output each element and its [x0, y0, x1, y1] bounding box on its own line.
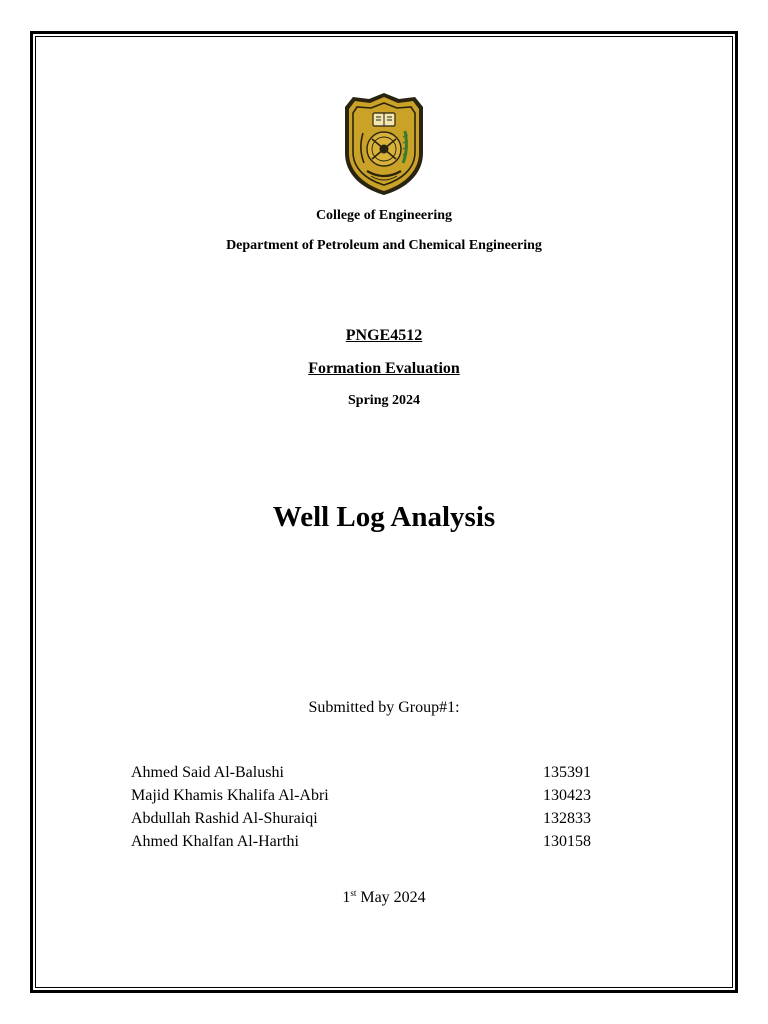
member-id: 130423: [543, 787, 591, 804]
date-ordinal-suffix: st: [350, 888, 357, 898]
submitted-by-label: Submitted by Group#1:: [308, 699, 460, 716]
member-id: 132833: [543, 810, 591, 827]
member-id: 135391: [543, 764, 591, 781]
submission-date: [0, 889, 768, 907]
member-row: [131, 763, 591, 786]
member-row: [131, 832, 591, 855]
member-id: 130158: [543, 833, 591, 850]
report-title: Well Log Analysis: [272, 501, 496, 533]
course-term: Spring 2024: [348, 393, 420, 408]
member-list: [131, 763, 591, 855]
member-name: Abdullah Rashid Al-Shuraiqi: [131, 810, 318, 827]
date-day: 1: [342, 889, 351, 906]
member-name: Ahmed Khalfan Al-Harthi: [131, 833, 299, 850]
course-name: [0, 360, 768, 378]
member-name: Majid Khamis Khalifa Al-Abri: [131, 787, 329, 804]
university-seal-icon: [341, 91, 427, 197]
course-code: [0, 327, 768, 345]
course-name-text: Formation Evaluation: [308, 360, 460, 377]
date-rest: May 2024: [356, 889, 426, 906]
member-name: Ahmed Said Al-Balushi: [131, 764, 284, 781]
college-name: College of Engineering: [315, 208, 453, 223]
course-code-text: PNGE4512: [345, 327, 423, 344]
member-row: [131, 809, 591, 832]
department-name: Department of Petroleum and Chemical Engineering: [226, 238, 542, 253]
member-row: [131, 786, 591, 809]
